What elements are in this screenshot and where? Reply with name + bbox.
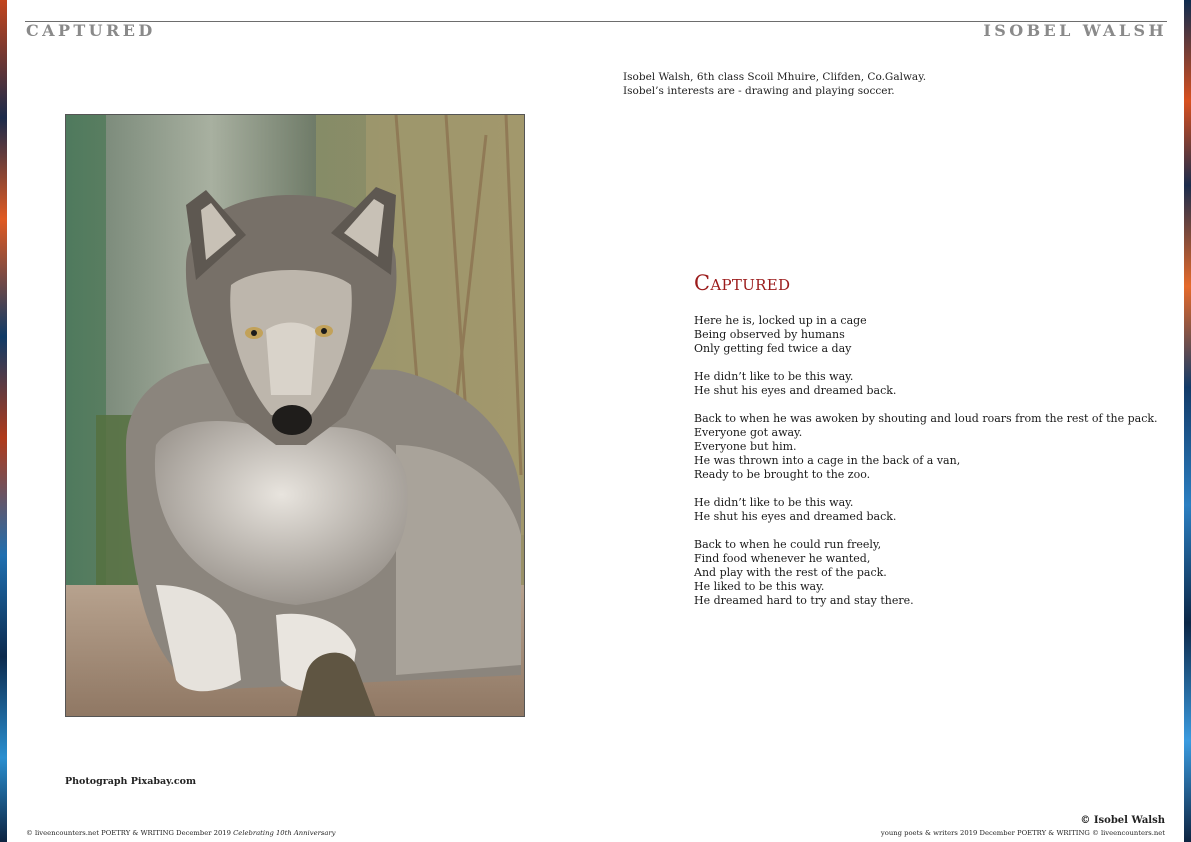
poem-body bbox=[694, 314, 1158, 622]
poem-stanza bbox=[694, 496, 1158, 524]
poem-line: Back to when he was awoken by shouting and loud roars from the rest of the pack. bbox=[694, 412, 1158, 425]
poem-line: And play with the rest of the pack. bbox=[694, 566, 887, 579]
footer-left-main: © liveencounters.net POETRY & WRITING December 2019 bbox=[26, 829, 234, 837]
poem-stanza bbox=[694, 314, 1158, 356]
poem-stanza bbox=[694, 370, 1158, 398]
poem-line: Ready to be brought to the zoo. bbox=[694, 468, 871, 481]
photo-credit: Photograph Pixabay.com bbox=[65, 776, 197, 787]
header-author: ISOBEL WALSH bbox=[983, 21, 1167, 40]
footer-right: young poets & writers 2019 December POETRY & WRITING © liveencounters.net bbox=[880, 829, 1165, 837]
poem-line: He dreamed hard to try and stay there. bbox=[694, 594, 914, 607]
wolf-illustration bbox=[66, 115, 525, 717]
poem-line: Here he is, locked up in a cage bbox=[694, 314, 867, 327]
decorative-right-edge bbox=[1184, 0, 1191, 842]
wolf-photo bbox=[65, 114, 525, 717]
poem-line: Only getting fed twice a day bbox=[694, 342, 852, 355]
author-copyright: © Isobel Walsh bbox=[1080, 815, 1165, 826]
footer-left bbox=[26, 829, 335, 837]
poem-line: Being observed by humans bbox=[694, 328, 845, 341]
decorative-left-edge bbox=[0, 0, 7, 842]
poem-line: Everyone but him. bbox=[694, 440, 797, 453]
poem-line: He shut his eyes and dreamed back. bbox=[694, 510, 897, 523]
poem-line: He didn’t like to be this way. bbox=[694, 370, 854, 383]
poem-line: Back to when he could run freely, bbox=[694, 538, 882, 551]
poem-line: He liked to be this way. bbox=[694, 580, 825, 593]
bio-line-interests: Isobel’s interests are - drawing and playing soccer. bbox=[623, 84, 895, 97]
poem-stanza bbox=[694, 538, 1158, 608]
author-bio bbox=[623, 71, 926, 98]
bio-line-school: Isobel Walsh, 6th class Scoil Mhuire, Clifden, Co.Galway. bbox=[623, 71, 927, 83]
poem-line: Find food whenever he wanted, bbox=[694, 552, 871, 565]
poem-line: He was thrown into a cage in the back of a van, bbox=[694, 454, 961, 467]
poem-title: Captured bbox=[694, 271, 791, 295]
poem-line: Everyone got away. bbox=[694, 426, 803, 439]
header-title: CAPTURED bbox=[26, 21, 156, 40]
footer-left-anniversary: Celebrating 10th Anniversary bbox=[233, 829, 336, 837]
poem-line: He shut his eyes and dreamed back. bbox=[694, 384, 897, 397]
poem-stanza bbox=[694, 412, 1158, 482]
poem-line: He didn’t like to be this way. bbox=[694, 496, 854, 509]
